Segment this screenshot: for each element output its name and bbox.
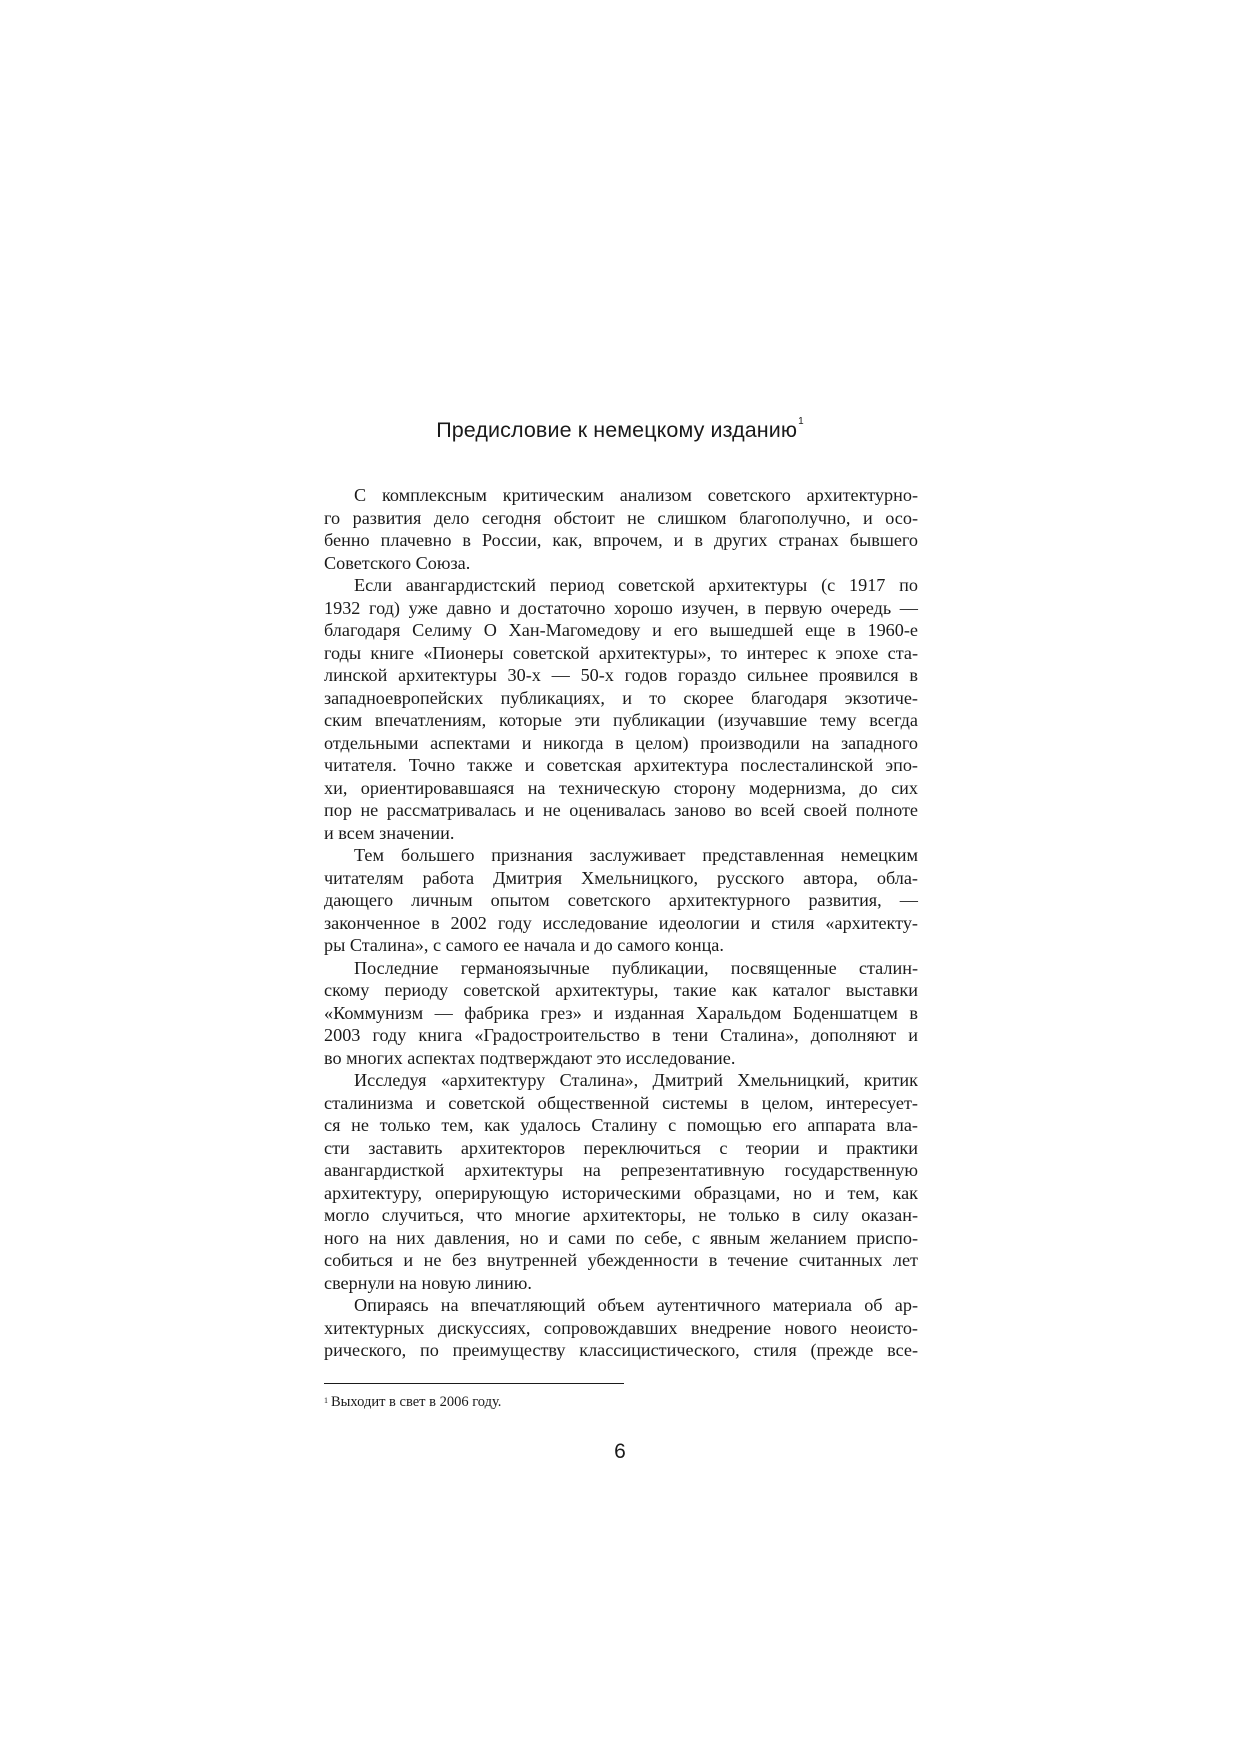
text-line: Советского Союза.: [324, 552, 471, 573]
text-line: рического, по преимуществу классицистического, стиля (прежде все-: [324, 1340, 918, 1360]
text-line: 1932 год) уже давно и достаточно хорошо изучен, в первую очередь —: [324, 597, 918, 618]
text-line: Если авангардистский период советской архитектуры (с 1917 по: [354, 575, 918, 595]
text-line: сти заставить архитекторов переключиться с теории и практики: [324, 1137, 918, 1158]
text-line: дающего личным опытом советского архитектурного развития, —: [324, 890, 918, 910]
text-line: благодаря Селиму О Хан-Магомедову и его вышедшей еще в 1960-е: [324, 620, 918, 640]
text-line: Опираясь на впечатляющий объем аутентичного материала об ар-: [354, 1295, 918, 1315]
footnote-reference[interactable]: 1: [798, 416, 804, 427]
body-text: [324, 484, 918, 1362]
text-line: ного на них давления, но и сами по себе, с явным желанием приспо-: [324, 1227, 918, 1248]
text-line: го развития дело сегодня обстоит не слишком благополучно, и осо-: [324, 507, 918, 528]
text-line: законченное в 2002 году исследование идеологии и стиля «архитекту-: [324, 912, 918, 933]
text-line: и всем значении.: [324, 822, 455, 843]
footnote: [324, 1393, 501, 1411]
text-line: «Коммунизм — фабрика грез» и изданная Харальдом Боденшатцем в: [324, 1002, 918, 1023]
text-line: бенно плачевно в России, как, впрочем, и в других странах бывшего: [324, 530, 918, 550]
text-line: сталинизма и советской общественной системы в целом, интересует-: [324, 1092, 918, 1113]
text-line: хитектурных дискуссиях, сопровождавших внедрение нового неоисто-: [324, 1317, 918, 1338]
text-line: архитектуру, оперирующую историческими образцами, но и тем, как: [324, 1182, 918, 1203]
text-line: линской архитектуры 30-х — 50-х годов гораздо сильнее проявился в: [324, 665, 918, 685]
text-line: читателям работа Дмитрия Хмельницкого, русского автора, обла-: [324, 867, 918, 888]
text-line: ся не только тем, как удалось Сталину с помощью его аппарата вла-: [324, 1115, 918, 1135]
text-line: во многих аспектах подтверждают это исследование.: [324, 1047, 736, 1068]
footnote-divider: [324, 1383, 624, 1384]
text-line: 2003 году книга «Градостроительство в тени Сталина», дополняют и: [324, 1025, 918, 1045]
text-line: могло случиться, что многие архитекторы, не только в силу оказан-: [324, 1205, 918, 1225]
footnote-marker: 1: [324, 1396, 328, 1405]
text-line: западноевропейских публикациях, и то скорее благодаря экзотиче-: [324, 687, 918, 708]
text-line: свернули на новую линию.: [324, 1272, 532, 1293]
chapter-title: Предисловие к немецкому изданию: [436, 418, 798, 442]
text-line: пор не рассматривалась и не оценивалась заново во всей своей полноте: [324, 800, 918, 820]
text-line: скому периоду советской архитектуры, такие как каталог выставки: [324, 980, 918, 1000]
text-line: собиться и не без внутренней убежденности в течение считанных лет: [324, 1250, 918, 1270]
text-line: Тем большего признания заслуживает представленная немецким: [354, 845, 918, 865]
page-number: 6: [614, 1440, 626, 1463]
text-line: С комплексным критическим анализом советского архитектурно-: [354, 485, 918, 505]
text-line: ским впечатлениям, которые эти публикации (изучавшие тему всегда: [324, 710, 918, 730]
text-line: Исследуя «архитектуру Сталина», Дмитрий Хмельницкий, критик: [354, 1070, 918, 1090]
footnote-text: Выходит в свет в 2006 году.: [331, 1394, 502, 1410]
chapter-heading: [320, 418, 920, 443]
text-line: читателя. Точно также и советская архитектура послесталинской эпо-: [324, 755, 918, 775]
text-line: авангардисткой архитектуры на репрезентативную государственную: [324, 1160, 918, 1180]
text-line: Последние германоязычные публикации, посвященные сталин-: [354, 957, 918, 978]
text-line: отдельными аспектами и никогда в целом) производили на западного: [324, 732, 918, 753]
text-line: ры Сталина», с самого ее начала и до самого конца.: [324, 935, 724, 955]
text-line: годы книге «Пионеры советской архитектуры», то интерес к эпохе ста-: [324, 642, 918, 663]
text-line: хи, ориентировавшаяся на техническую сторону модернизма, до сих: [324, 777, 918, 798]
